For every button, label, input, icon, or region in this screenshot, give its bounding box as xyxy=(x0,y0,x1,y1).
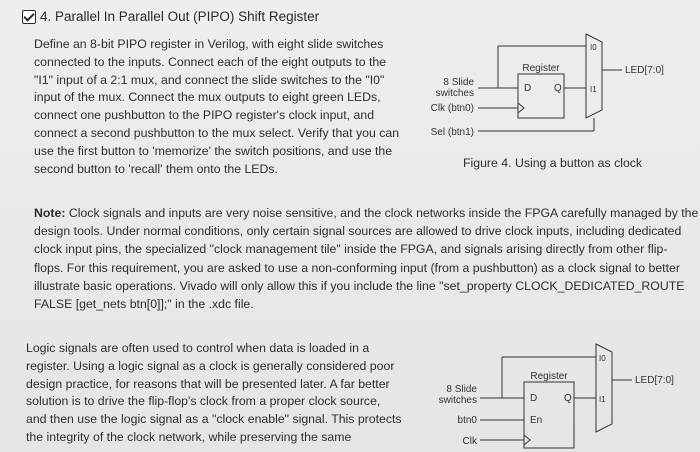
fig1-q-label: Q xyxy=(554,83,562,94)
fig2-i0-label: I0 xyxy=(599,354,606,363)
text-line: input of the mux. Connect the mux outputs to eight green LEDs, xyxy=(34,90,381,105)
fig2-register-label: Register xyxy=(530,371,568,382)
note-label: Note: xyxy=(34,206,66,220)
fig2-switches-label-1: 8 Slide xyxy=(446,384,477,395)
fig2-clock-triangle xyxy=(524,435,530,445)
text-line: connected to the inputs. Connect each of the eight outputs to the xyxy=(34,54,387,69)
figure-caption: Figure 4. Using a button as clock xyxy=(463,156,643,170)
text-line: solution is to drive the flip-flop's clock from a proper clock source, xyxy=(26,394,381,409)
fig1-clock-triangle xyxy=(518,103,524,113)
section-heading xyxy=(22,9,319,24)
text-line: Clock signals and inputs are very noise sensitive, and the clock networks inside the FPGA carefully managed by the xyxy=(65,206,699,220)
text-line: Define an 8-bit PIPO register in Verilog, with eight slide switches xyxy=(34,37,384,51)
text-line: use the first button to 'memorize' the switch positions, and use the xyxy=(34,143,393,158)
paragraph-clock-enable xyxy=(26,340,402,447)
fig1-i0-label: I0 xyxy=(590,43,597,52)
figure-button-clock-diagram xyxy=(420,30,680,152)
text-line: FALSE [get_nets btn[0]];" in the .xdc file. xyxy=(34,297,254,312)
text-line: illustrate basic operations. Vivado will only allow this if you include the line "set_property CLOCK_DEDICATED_ROUTE xyxy=(34,278,685,293)
text-line: flops. For this requirement, you are asked to use a non-conforming input (from a pushbutton) as a clock signal to better xyxy=(34,260,680,275)
fig2-clk-label: Clk xyxy=(462,436,477,447)
fig2-en-label: En xyxy=(530,415,543,426)
checkbox-checked-icon[interactable] xyxy=(22,10,36,24)
figure-clock-enable-diagram xyxy=(420,340,690,452)
fig1-d-label: D xyxy=(524,83,532,94)
section-heading-text: 4. Parallel In Parallel Out (PIPO) Shift Register xyxy=(40,9,320,24)
text-line: clock input pins, the specialized "clock management tile" inside the FPGA, and signals arising directly from other flip- xyxy=(34,242,668,257)
fig1-register-box xyxy=(518,74,564,118)
text-line: Logic signals are often used to control when data is loaded in a xyxy=(26,341,370,355)
fig1-led-label: LED[7:0] xyxy=(625,65,664,76)
fig2-led-label: LED[7:0] xyxy=(635,375,674,386)
text-line: design practice, for reasons that will be presented later. A far better xyxy=(26,376,390,391)
text-line: connect a second pushbutton to the mux select. Verify that you can xyxy=(34,125,400,140)
text-line: the integrity of the clock network, while preserving the same xyxy=(26,429,352,444)
fig2-q-label: Q xyxy=(564,393,572,404)
fig1-switches-label-1: 8 Slide xyxy=(443,77,474,88)
fig2-btn-label: btn0 xyxy=(457,415,477,426)
fig1-switches-label-2: switches xyxy=(435,88,474,99)
fig2-i1-label: I1 xyxy=(599,395,606,404)
text-line: second button to 'recall' them onto the LEDs. xyxy=(34,161,278,176)
fig1-sel-label: Sel (btn1) xyxy=(430,127,474,138)
text-line: design tools. Under normal conditions, only certain signal sources are allowed to drive clock inputs, including dedicated xyxy=(34,224,682,239)
fig1-clk-label: Clk (btn0) xyxy=(430,103,474,114)
text-line: and then use the logic signal as a "clock enable" signal. This protects xyxy=(26,412,402,427)
paragraph-pipo-description xyxy=(34,36,399,178)
fig1-register-label: Register xyxy=(522,63,560,74)
text-line: connect one pushbutton to the PIPO register's clock input, and xyxy=(34,108,375,123)
fig2-switches-label-2: switches xyxy=(438,395,477,406)
text-line: "I1" input of a 2:1 mux, and connect the slide switches to the "I0" xyxy=(34,72,385,87)
fig1-i1-label: I1 xyxy=(590,85,597,94)
note-paragraph xyxy=(34,204,698,313)
fig2-d-label: D xyxy=(530,393,538,404)
text-line: register. Using a logic signal as a clock is generally considered poor xyxy=(26,358,395,373)
